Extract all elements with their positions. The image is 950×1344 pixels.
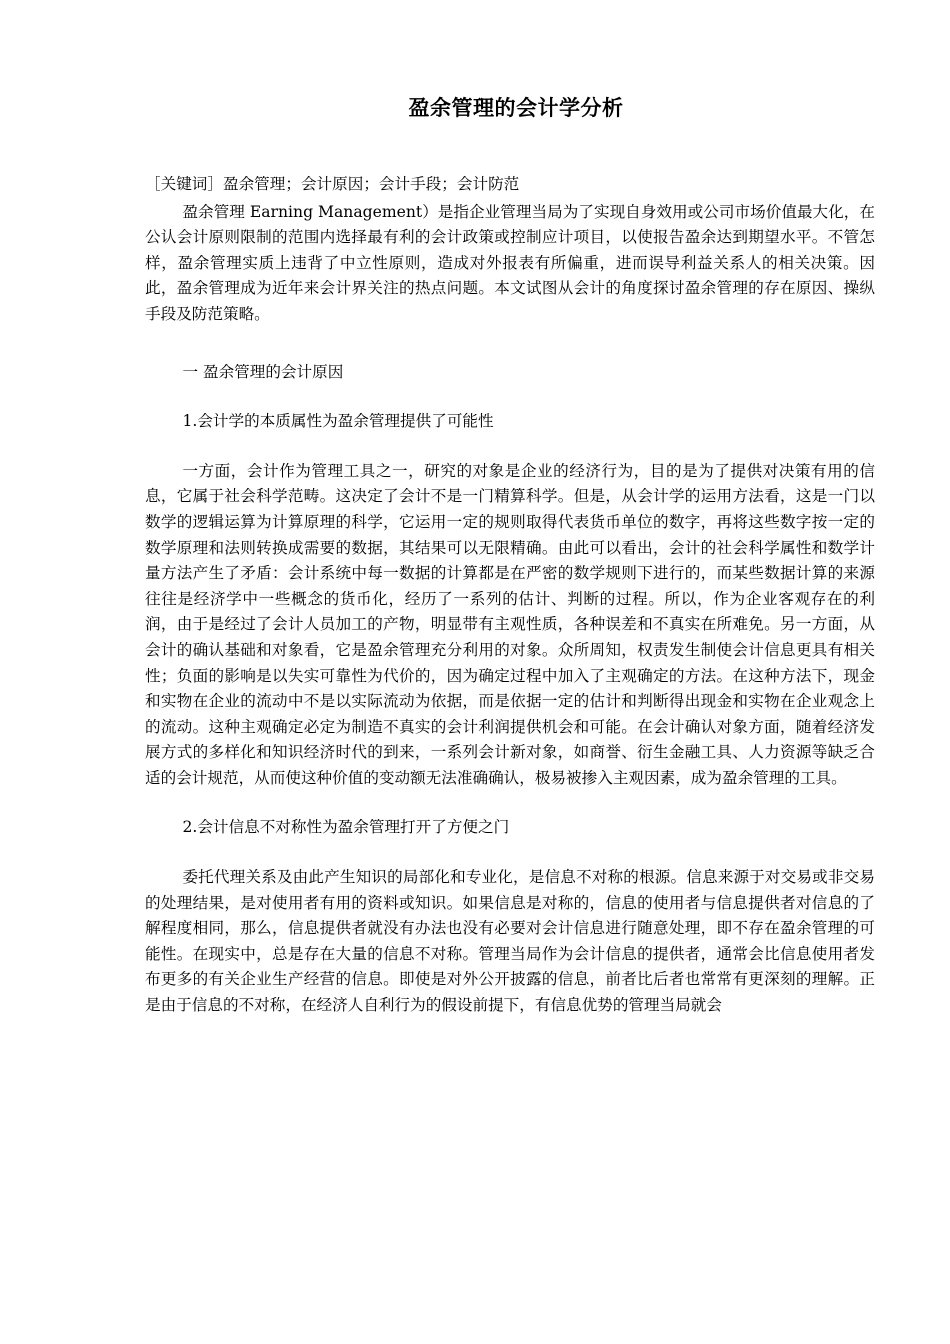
section-heading-1: 一 盈余管理的会计原因	[182, 362, 344, 381]
intro-paragraph: 盈余管理 Earning Management）是指企业管理当局为了实现自身效用或公司市场价值最大化，在公认会计原则限制的范围内选择最有利的会计政策或控制应计项目，以使报告盈余达到期望水平。不管怎样，盈余管理实质上违背了中立性原则，造成对外报表有所偏重，进而误导利益关系人的相关决策。因此，盈余管理成为近年来会计界关注的热点问题。本文试图从会计的角度探讨盈余管理的存在原因、操纵手段及防范策略。	[145, 202, 875, 323]
keywords-line: ［关键词］盈余管理；会计原因；会计手段；会计防范	[145, 175, 520, 193]
subsection-body-2: 委托代理关系及由此产生知识的局部化和专业化，是信息不对称的根源。信息来源于对交易或非交易的处理结果，是对使用者有用的资料或知识。如果信息是对称的，信息的使用者与信息提供者对信息的了解程度相同，那么，信息提供者就没有办法也没有必要对会计信息进行随意处理，即不存在盈余管理的可能性。在现实中，总是存在大量的信息不对称。管理当局作为会计信息的提供者，通常会比信息使用者发布更多的有关企业生产经营的信息。即使是对外公开披露的信息，前者比后者也常常有更深刻的理解。正是由于信息的不对称，在经济人自利行为的假设前提下，有信息优势的管理当局就会	[145, 868, 875, 1015]
document-page	[145, 92, 875, 1019]
document-title: 盈余管理的会计学分析	[408, 95, 624, 120]
subsection-body-1: 一方面，会计作为管理工具之一，研究的对象是企业的经济行为，目的是为了提供对决策有用的信息，它属于社会科学范畴。这决定了会计不是一门精算科学。但是，从会计学的运用方法看，这是一门以数学的逻辑运算为计算原理的科学，它运用一定的规则取得代表货币单位的数字，再将这些数字按一定的数学原理和法则转换成需要的数据，其结果可以无限精确。由此可以看出，会计的社会科学属性和数学计量方法产生了矛盾：会计系统中每一数据的计算都是在严密的数学规则下进行的，而某些数据计算的来源往往是经济学中一些概念的货币化，经历了一系列的估计、判断的过程。所以，作为企业客观存在的利润，由于是经过了会计人员加工的产物，明显带有主观性质，各种误差和不真实在所难免。另一方面，从会计的确认基础和对象看，它是盈余管理充分利用的对象。众所周知，权责发生制使会计信息更具有相关性；负面的影响是以失实可靠性为代价的，因为确定过程中加入了主观确定的方法。在这种方法下，现金和实物在企业的流动中不是以实际流动为依据，而是依据一定的估计和判断得出现金和实物在企业观念上的流动。这种主观确定必定为制造不真实的会计利润提供机会和可能。在会计确认对象方面，随着经济发展方式的多样化和知识经济时代的到来，一系列会计新对象，如商誉、衍生金融工具、人力资源等缺乏合适的会计规范，从而使这种价值的变动额无法准确确认，极易被掺入主观因素，成为盈余管理的工具。	[145, 461, 875, 787]
subsection-heading-2: 2.会计信息不对称性为盈余管理打开了方便之门	[182, 818, 510, 837]
subsection-heading-1: 1.会计学的本质属性为盈余管理提供了可能性	[182, 412, 494, 431]
